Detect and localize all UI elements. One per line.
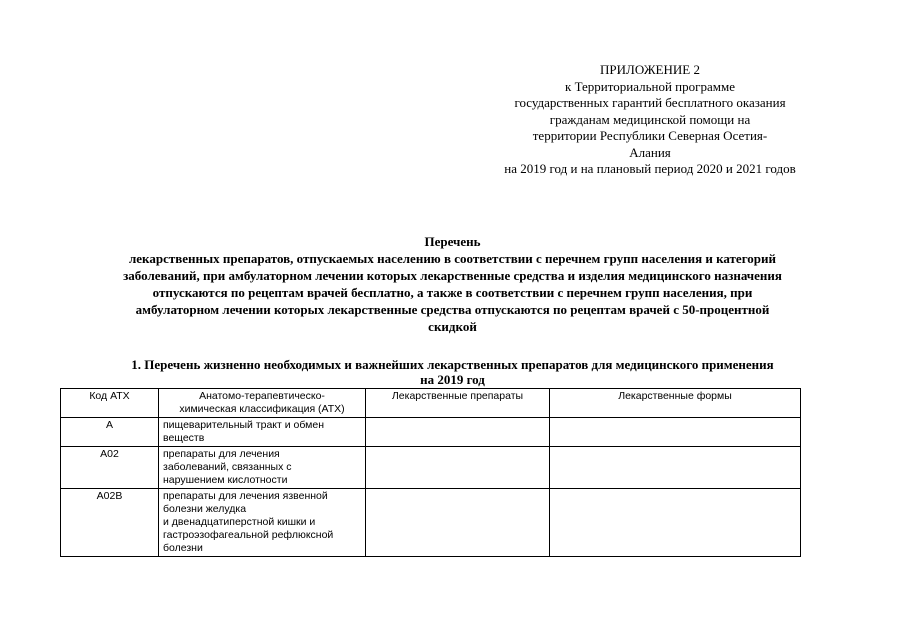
- atx-table: [60, 388, 801, 557]
- appendix-line: ПРИЛОЖЕНИЕ 2: [600, 62, 700, 77]
- title-line: отпускаются по рецептам врачей бесплатно, а также в соответствии с перечнем групп населения, при: [152, 285, 753, 300]
- title-line: заболеваний, при амбулаторном лечении которых лекарственные средства и изделия медицинского назначения: [123, 268, 782, 283]
- header-code: Код АТХ: [61, 389, 159, 418]
- document-title: [60, 233, 845, 335]
- appendix-line: Алания: [629, 144, 671, 160]
- cell-drugs: [366, 418, 550, 447]
- title-line: амбулаторном лечении которых лекарственные средства отпускаются по рецептам врачей с 50-процентной: [135, 302, 770, 317]
- cell-code: A02: [61, 447, 159, 489]
- appendix-line: к Территориальной программе: [565, 78, 735, 94]
- appendix-header: [470, 62, 830, 178]
- title-heading: Перечень: [424, 234, 481, 249]
- table-row: [61, 418, 801, 447]
- cell-drugs: [366, 489, 550, 557]
- appendix-line: гражданам медицинской помощи на: [549, 111, 751, 127]
- appendix-line: территории Республики Северная Осетия-: [532, 128, 768, 143]
- section-title: [60, 357, 845, 387]
- section-title-line: на 2019 год: [420, 372, 485, 387]
- section-title-line: 1. Перечень жизненно необходимых и важнейших лекарственных препаратов для медицинского применения: [131, 357, 774, 372]
- title-line: скидкой: [428, 319, 477, 334]
- cell-forms: [550, 489, 801, 557]
- table-header-row: [61, 389, 801, 418]
- cell-classification: пищеварительный тракт и обмен веществ: [159, 418, 366, 447]
- header-drugs: Лекарственные препараты: [366, 389, 550, 418]
- cell-forms: [550, 447, 801, 489]
- appendix-line: государственных гарантий бесплатного оказания: [514, 95, 786, 110]
- cell-code: A: [61, 418, 159, 447]
- cell-code: A02B: [61, 489, 159, 557]
- header-classification: Анатомо-терапевтическо- химическая классификация (АТХ): [159, 389, 366, 418]
- cell-classification: препараты для лечения заболеваний, связанных с нарушением кислотности: [159, 447, 366, 489]
- header-forms: Лекарственные формы: [550, 389, 801, 418]
- cell-classification: препараты для лечения язвенной болезни желудка и двенадцатиперстной кишки и гастроэзофагеальной рефлюксной болезни: [159, 489, 366, 557]
- cell-drugs: [366, 447, 550, 489]
- table-row: [61, 447, 801, 489]
- cell-forms: [550, 418, 801, 447]
- table-row: [61, 489, 801, 557]
- title-line: лекарственных препаратов, отпускаемых населению в соответствии с перечнем групп населения и категорий: [128, 251, 776, 266]
- appendix-line: на 2019 год и на плановый период 2020 и 2021 годов: [504, 161, 796, 176]
